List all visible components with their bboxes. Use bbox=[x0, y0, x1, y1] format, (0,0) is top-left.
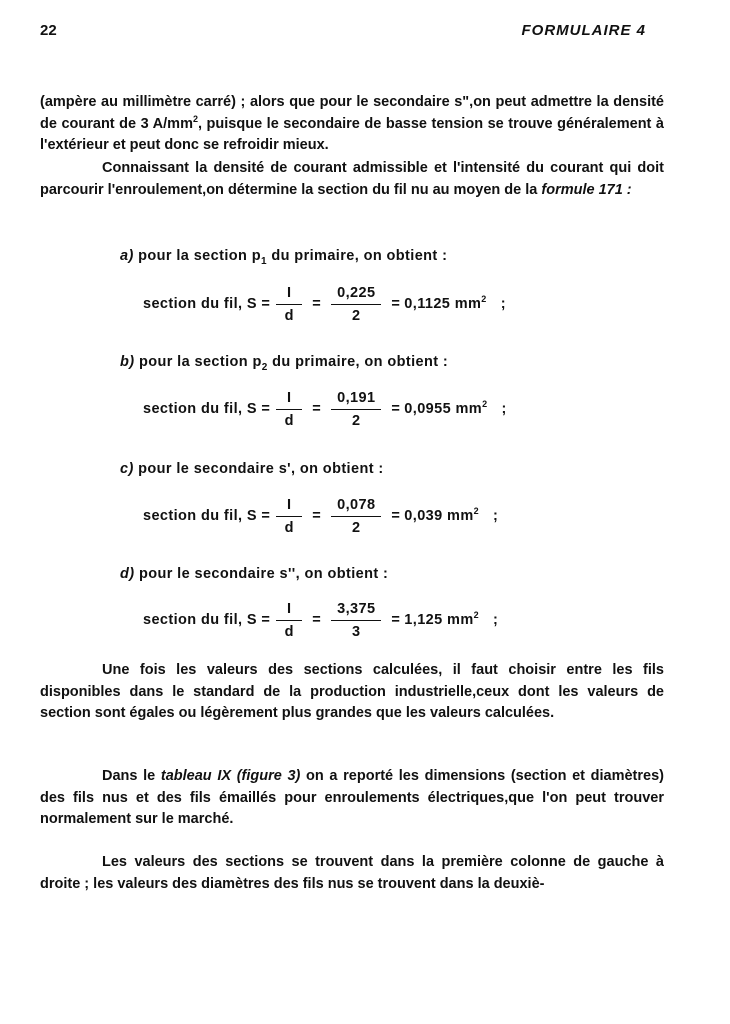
equals-sign: = bbox=[391, 612, 401, 628]
equation-result: 0,039 bbox=[404, 508, 443, 524]
fraction-i-over-d bbox=[276, 285, 302, 324]
fraction-numerator: 3,375 bbox=[331, 601, 381, 621]
fraction-values bbox=[331, 497, 381, 536]
equation-result: 1,125 bbox=[404, 612, 443, 628]
intro-text-2: , puisque le secondaire de basse tension se trouve généralement à l'extérieur et peut donc se refroidir mieux. bbox=[40, 115, 664, 153]
fraction-numerator: I bbox=[276, 497, 302, 517]
unit-text: mm bbox=[447, 612, 474, 628]
table-reference: tableau IX (figure 3) bbox=[160, 768, 301, 784]
case-sub: 1 bbox=[260, 255, 267, 267]
case-c-label bbox=[120, 461, 384, 477]
fraction-denominator: 2 bbox=[352, 519, 361, 536]
equation-result: 0,1125 bbox=[404, 296, 451, 312]
unit-text: mm bbox=[454, 296, 482, 312]
case-text-2: du primaire, on obtient : bbox=[266, 248, 448, 264]
unit-sup: 2 bbox=[482, 399, 488, 410]
fraction-numerator: I bbox=[276, 390, 302, 410]
equation-b bbox=[143, 384, 507, 434]
case-text: pour le secondaire s'', on obtient : bbox=[138, 566, 389, 582]
paragraph-choice bbox=[40, 660, 664, 725]
semicolon: ; bbox=[493, 508, 499, 524]
equals-sign: = bbox=[391, 401, 401, 417]
fraction-i-over-d bbox=[276, 601, 302, 640]
intro-paragraph bbox=[40, 92, 664, 157]
fraction-values bbox=[331, 390, 381, 429]
paragraph-columns-text: Les valeurs des sections se trouvent dans la première colonne de gauche à droite ; les valeurs des diamètres des fils nus se trouvent dans la deuxiè- bbox=[40, 854, 664, 892]
running-title: FORMULAIRE 4 bbox=[521, 22, 646, 39]
case-text: pour le secondaire s', on obtient : bbox=[138, 461, 384, 477]
unit-sup: 2 bbox=[473, 506, 480, 517]
fraction-denominator: d bbox=[284, 307, 294, 324]
equation-unit bbox=[455, 296, 487, 312]
equation-c bbox=[143, 491, 498, 541]
equation-unit bbox=[447, 508, 479, 524]
case-a-label bbox=[120, 248, 448, 267]
fraction-numerator: 0,225 bbox=[331, 285, 381, 305]
paragraph-table-text-2: on a reporté les dimensions (section et diamètres) des fils nus et des fils émaillés pour enroulements électriques,que l'on peut trouver normalement sur le marché. bbox=[40, 768, 664, 827]
equation-lhs: section du fil, S = bbox=[143, 296, 271, 312]
fraction-numerator: I bbox=[276, 601, 302, 621]
equals-sign: = bbox=[312, 401, 322, 417]
equals-sign: = bbox=[391, 296, 401, 312]
case-letter: c) bbox=[120, 461, 134, 477]
equation-unit bbox=[447, 612, 479, 628]
paragraph-density bbox=[40, 158, 664, 201]
case-text: pour la section p bbox=[138, 354, 262, 370]
equation-a bbox=[143, 279, 506, 329]
intro-sup: 2 bbox=[192, 113, 198, 124]
equation-lhs: section du fil, S = bbox=[143, 508, 271, 524]
paragraph-columns bbox=[40, 852, 664, 895]
paragraph-table bbox=[40, 766, 664, 831]
intro-text-1: (ampère au millimètre carré) ; alors que pour le secondaire s",on peut admettre la densité de courant de 3 A/mm bbox=[40, 94, 664, 132]
paragraph-table-text-1: Dans le bbox=[102, 768, 161, 784]
equals-sign: = bbox=[312, 508, 322, 524]
equation-unit bbox=[455, 401, 487, 417]
formula-reference: formule 171 : bbox=[541, 181, 632, 198]
unit-text: mm bbox=[447, 508, 474, 524]
equals-sign: = bbox=[312, 296, 322, 312]
page-number: 22 bbox=[40, 22, 57, 39]
paragraph-density-text: Connaissant la densité de courant admissible et l'intensité du courant qui doit parcourir l'enroulement,on détermine la section du fil nu au moyen de la bbox=[40, 160, 664, 198]
fraction-denominator: 3 bbox=[352, 623, 361, 640]
fraction-denominator: d bbox=[284, 412, 294, 429]
case-b-label bbox=[120, 354, 449, 373]
semicolon: ; bbox=[501, 401, 507, 417]
equation-d bbox=[143, 595, 498, 645]
fraction-denominator: 2 bbox=[352, 307, 361, 324]
unit-sup: 2 bbox=[481, 294, 487, 305]
case-text: pour la section p bbox=[138, 248, 261, 264]
paragraph-choice-text: Une fois les valeurs des sections calculées, il faut choisir entre les fils disponibles dans le standard de la production industrielle,ceux dont les valeurs de section sont égales ou légèrement plus grandes que les valeurs calculées. bbox=[40, 662, 664, 721]
equation-lhs: section du fil, S = bbox=[143, 612, 271, 628]
equals-sign: = bbox=[312, 612, 322, 628]
equation-lhs: section du fil, S = bbox=[143, 401, 271, 417]
fraction-numerator: 0,078 bbox=[331, 497, 381, 517]
fraction-denominator: d bbox=[284, 519, 294, 536]
semicolon: ; bbox=[500, 296, 506, 312]
fraction-i-over-d bbox=[276, 390, 302, 429]
case-text-2: du primaire, on obtient : bbox=[267, 354, 449, 370]
fraction-denominator: d bbox=[284, 623, 294, 640]
fraction-numerator: I bbox=[276, 285, 302, 305]
case-d-label bbox=[120, 566, 388, 582]
case-letter: b) bbox=[120, 354, 135, 370]
semicolon: ; bbox=[493, 612, 499, 628]
fraction-denominator: 2 bbox=[352, 412, 361, 429]
case-letter: a) bbox=[120, 248, 134, 264]
equation-result: 0,0955 bbox=[404, 401, 452, 417]
case-sub: 2 bbox=[261, 361, 268, 373]
fraction-values bbox=[331, 285, 381, 324]
unit-sup: 2 bbox=[473, 610, 480, 621]
case-letter: d) bbox=[120, 566, 135, 582]
fraction-i-over-d bbox=[276, 497, 302, 536]
fraction-values bbox=[331, 601, 381, 640]
unit-text: mm bbox=[455, 401, 483, 417]
fraction-numerator: 0,191 bbox=[331, 390, 381, 410]
equals-sign: = bbox=[391, 508, 401, 524]
